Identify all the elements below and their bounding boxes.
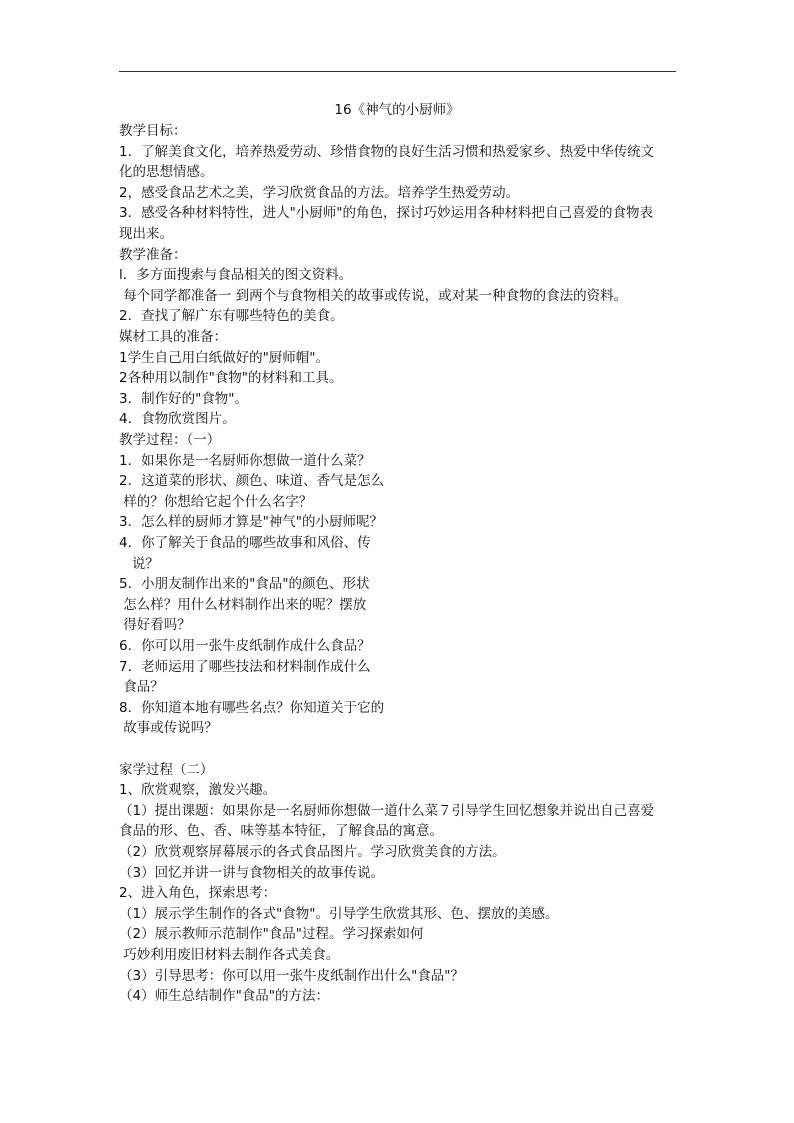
- text-line: 2，感受食品艺术之美，学习欣赏食品的方法。培养学生热爱劳动。: [119, 184, 520, 201]
- text-line: （1）展示学生制作的各式"食物"。引导学生欣赏其形、色、摆放的美感。: [119, 905, 559, 922]
- text-line: 1学生自己用白纸做好的"厨师帽"。: [119, 349, 330, 366]
- text-line: （3）引导思考：你可以用一张牛皮纸制作出什么"食品"？: [119, 967, 465, 984]
- text-line: 教学准备：: [119, 246, 187, 263]
- text-line: 怎么样？用什么材料制作出来的呢？摆放: [119, 596, 367, 613]
- text-line: 3．怎么样的厨师才算是"神气"的小厨师呢？: [119, 514, 384, 531]
- text-line: 4．食物欣赏图片。: [119, 411, 236, 428]
- text-line: 2．这道菜的形状、颜色、味道、香气是怎么: [119, 473, 385, 490]
- text-line: 每个同学都准备一 到两个与食物相关的故事或传说，或对某一种食物的食法的资料。: [119, 287, 628, 304]
- text-line: 样的？你想给它起个什么名字？: [119, 493, 313, 510]
- text-line: 巧妙利用废旧材料去制作各式美食。: [119, 947, 340, 963]
- text-line: 1、欣赏观察，激发兴趣。: [119, 782, 277, 799]
- text-line: 5．小朋友制作出来的"食品"的颜色、形状: [119, 576, 370, 593]
- text-line: （2）展示教师示范制作"食品"过程。学习探索如何: [119, 926, 424, 943]
- text-line: （4）师生总结制作"食品"的方法：: [119, 988, 330, 1005]
- text-line: （2）欣赏观察屏幕展示的各式食品图片。学习欣赏美食的方法。: [119, 844, 506, 860]
- text-line: 家学过程（二）: [119, 761, 214, 778]
- text-line: （1）提出课题：如果你是一名厨师你想做一道什么菜７引导学生回忆想象并说出自己喜爱: [119, 802, 655, 819]
- text-line: 3．制作好的"食物"。: [119, 390, 249, 407]
- text-line: 2．查找了解广东有哪些特色的美食。: [119, 308, 344, 325]
- text-line: 2各种用以制作"食物"的材料和工具。: [119, 370, 343, 387]
- text-line: 现出来。: [119, 226, 173, 242]
- text-line: （3）回忆并讲一讲与食物相关的故事传说。: [119, 864, 385, 881]
- document-title: 16《神气的小厨师》: [334, 102, 460, 118]
- text-line: l．多方面搜索与食品相关的图文资料。: [119, 267, 353, 284]
- text-line: 媒材工具的准备：: [119, 329, 227, 345]
- text-line: 1．了解美食文化，培养热爱劳动、珍惜食物的良好生活习惯和热爱家乡、热爱中华传统文: [119, 143, 655, 160]
- text-line: 故事或传说吗？: [119, 720, 218, 737]
- text-line: 得好看吗？: [119, 617, 191, 634]
- text-line: 说？: [119, 555, 159, 572]
- text-line: 教学过程：（一）: [119, 432, 221, 448]
- text-line: 2、进入角色，探索思考：: [119, 885, 277, 902]
- header-rule: [119, 71, 676, 72]
- text-line: 3．感受各种材料特性，进人"小厨师"的角色，探讨巧妙运用各种材料把自己喜爱的食物表: [119, 205, 654, 222]
- text-line: 1．如果你是一名厨师你想做一道什么菜？: [119, 452, 371, 469]
- text-line: 7．老师运用了哪些技法和材料制作成什么: [119, 658, 371, 675]
- text-line: 8．你知道本地有哪些名点？你知道关于它的: [119, 699, 385, 716]
- text-line: 4．你了解关于食品的哪些故事和风俗、传: [119, 535, 371, 551]
- text-line: 食品？: [119, 679, 164, 696]
- text-line: 食品的形、色、香、味等基本特征，了解食品的寓意。: [119, 823, 443, 840]
- text-line: 教学目标：: [119, 123, 187, 139]
- text-line: 6．你可以用一张牛皮纸制作成什么食品？: [119, 638, 371, 654]
- text-line: 化的思想情感。: [119, 164, 214, 181]
